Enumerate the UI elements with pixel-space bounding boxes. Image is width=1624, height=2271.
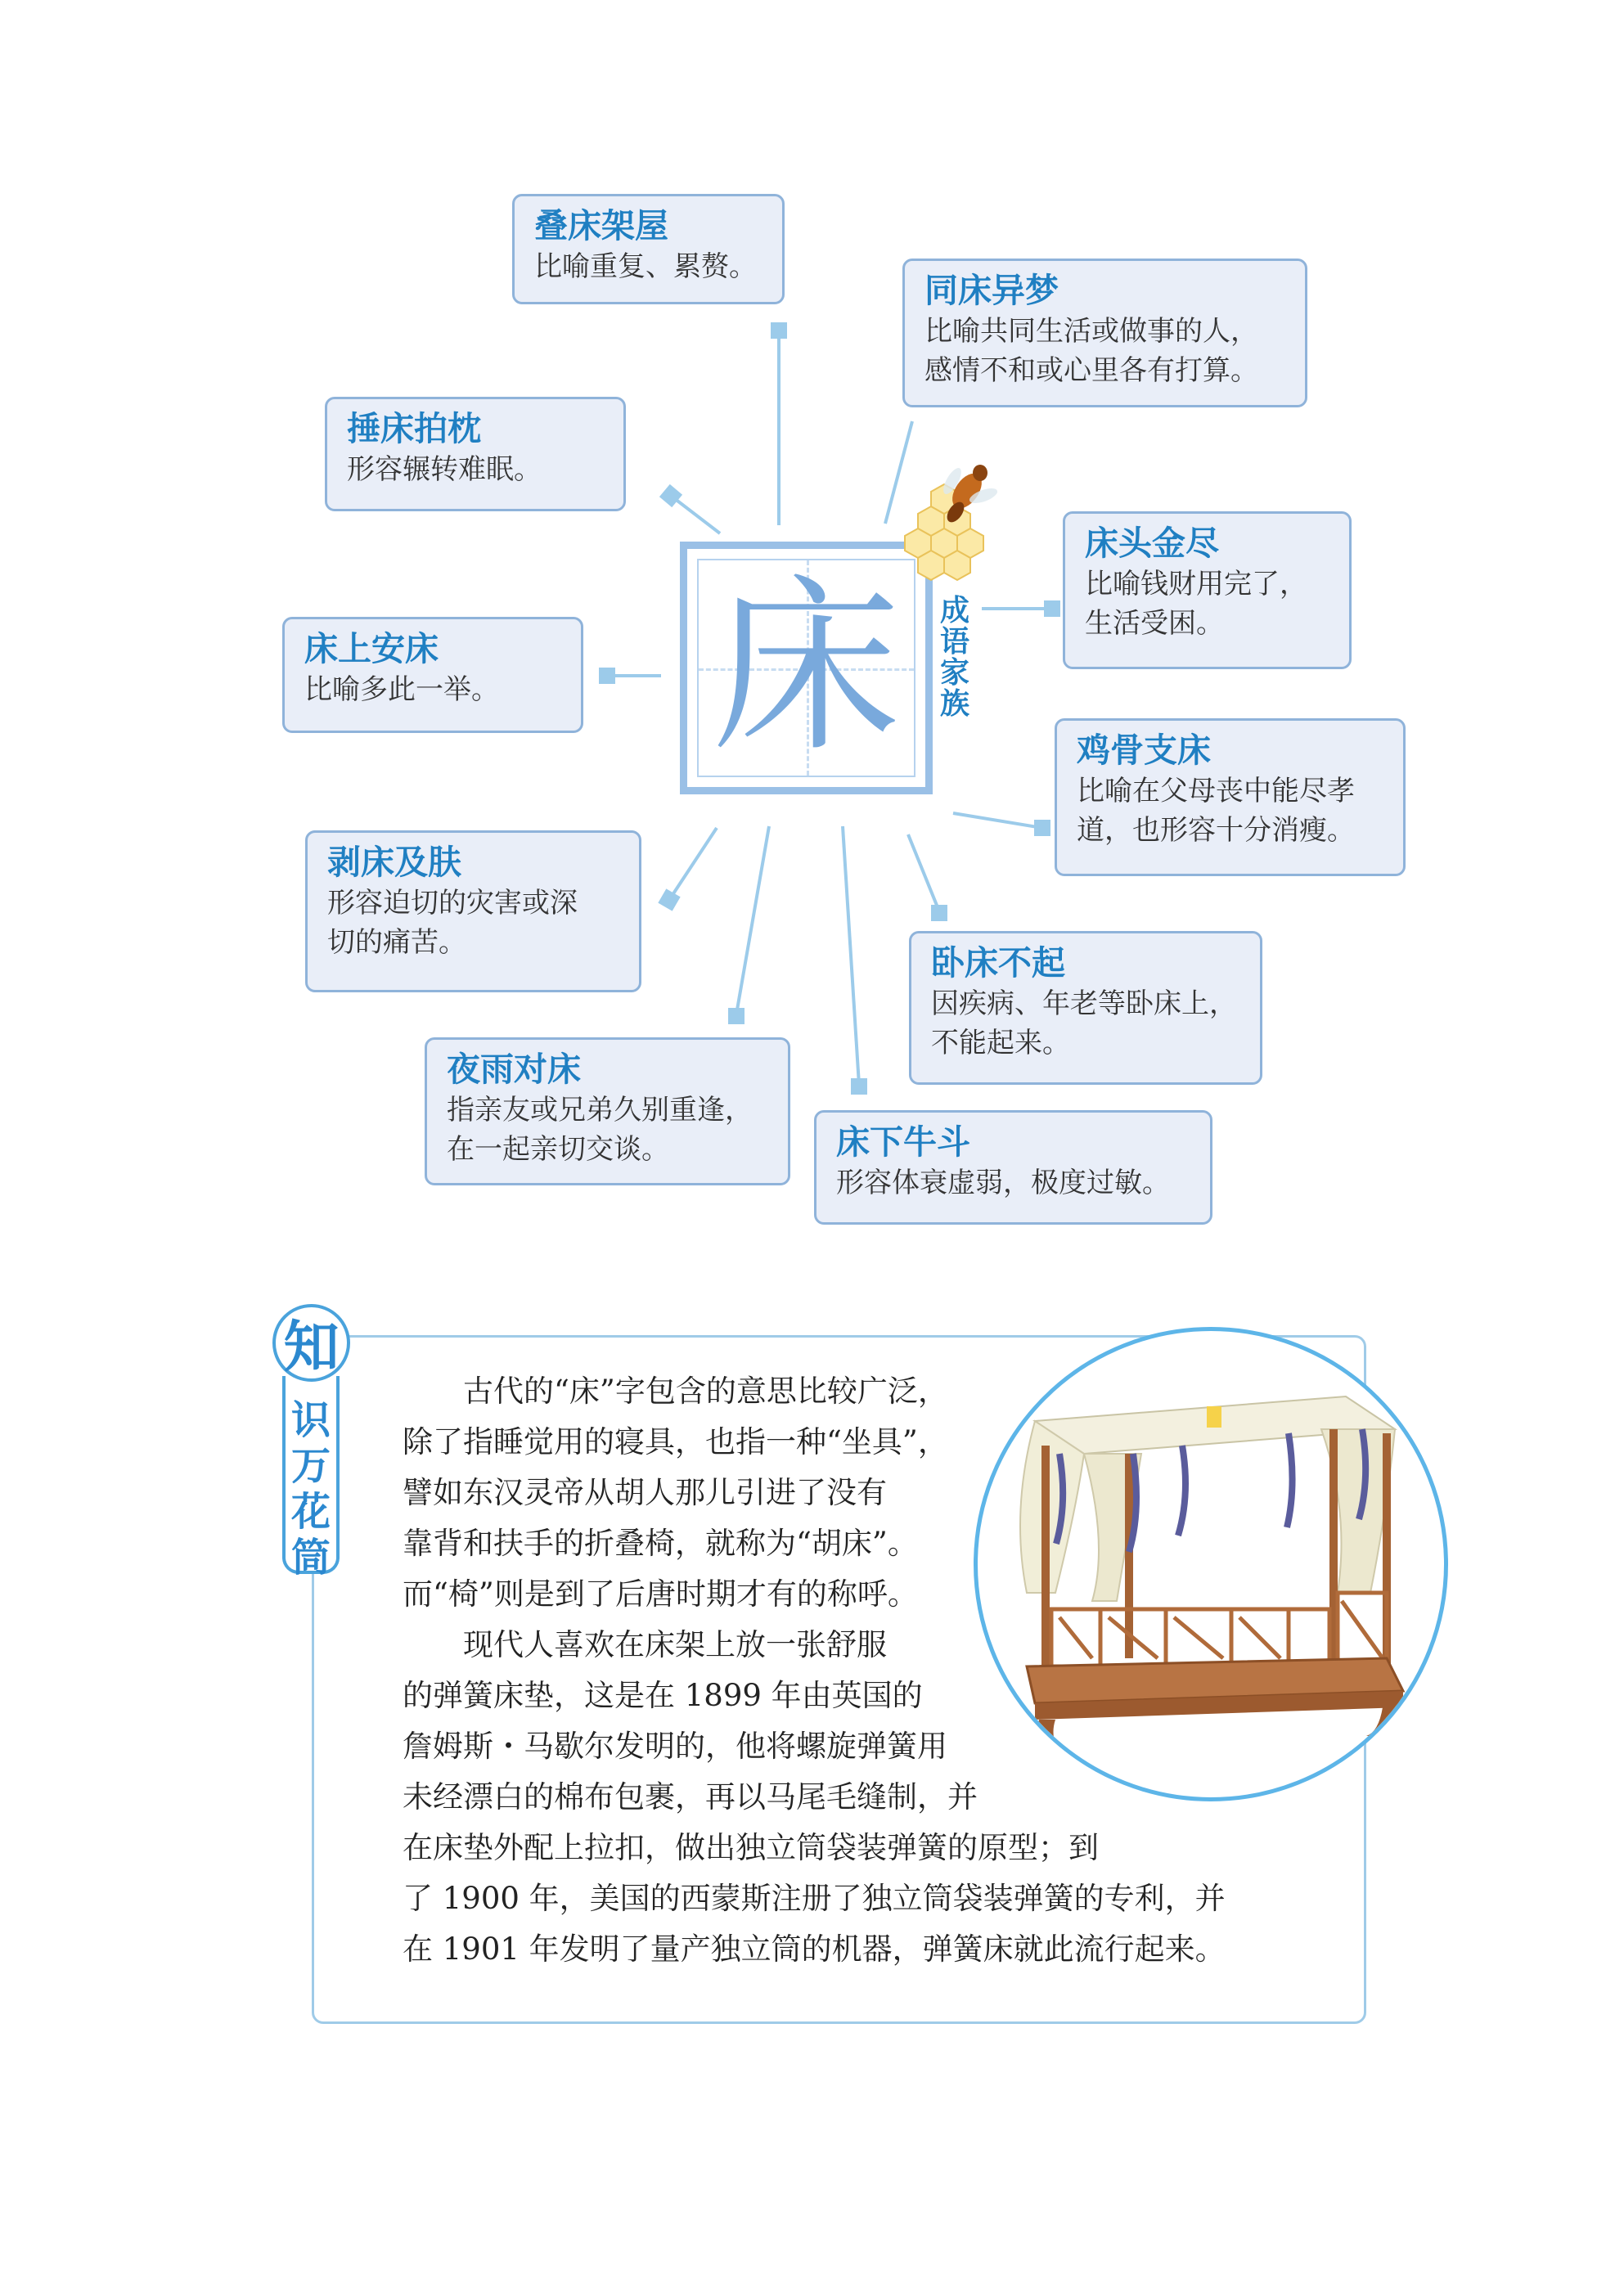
idiom-card-ji-gu-zhi-chuang (1055, 718, 1406, 876)
paragraph-line: 在 1901 年发明了量产独立筒的机器，弹簧床就此流行起来。 (403, 1931, 1226, 1967)
idiom-card-bo-chuang-ji-fu (305, 830, 641, 992)
idiom-desc: 比喻多此一举。 (304, 673, 499, 706)
paragraph-line: 靠背和扶手的折叠椅，就称为“胡床”。 (403, 1526, 918, 1561)
paragraph-line: 而“椅”则是到了后唐时期才有的称呼。 (403, 1576, 918, 1612)
idiom-title: 剥床及肤 (327, 843, 461, 882)
knowledge-badge: 知 (272, 1304, 350, 1382)
idiom-card-wo-chuang-bu-qi (909, 931, 1262, 1085)
idiom-desc: 比喻共同生活或做事的人， (924, 315, 1258, 348)
idiom-desc: 在一起亲切交谈。 (447, 1133, 669, 1166)
knowledge-section-label: 识 万 花 筒 (282, 1376, 340, 1574)
idiom-desc: 形容体衰虚弱，极度过敏。 (836, 1167, 1170, 1199)
paragraph-line: 的弹簧床垫，这是在 1899 年由英国的 (403, 1678, 923, 1713)
idiom-title: 叠床架屋 (534, 206, 668, 245)
idiom-desc: 不能起来。 (931, 1027, 1070, 1059)
center-character: 床 (712, 558, 901, 777)
paragraph-line: 除了指睡觉用的寝具，也指一种“坐具”， (403, 1424, 948, 1459)
idiom-card-chui-chuang-pai-zhen (325, 397, 626, 511)
idiom-desc: 比喻钱财用完了， (1085, 568, 1307, 600)
idiom-title: 卧床不起 (931, 943, 1065, 983)
idiom-desc: 因疾病、年老等卧床上， (931, 987, 1237, 1020)
paragraph-line: 了 1900 年，美国的西蒙斯注册了独立筒袋装弹簧的专利，并 (403, 1881, 1226, 1916)
idiom-family-label: 成 语 家 族 (933, 596, 977, 720)
idiom-title: 床头金尽 (1085, 524, 1219, 563)
idiom-desc: 切的痛苦。 (327, 926, 466, 959)
paragraph-line: 在床垫外配上拉扣，做出独立筒袋装弹簧的原型；到 (403, 1830, 1099, 1865)
idiom-card-die-chuang-jia-wu (512, 194, 785, 304)
paragraph-line: 现代人喜欢在床架上放一张舒服 (403, 1627, 887, 1662)
idiom-desc: 生活受困。 (1085, 607, 1224, 640)
idiom-title: 捶床拍枕 (347, 409, 481, 448)
idiom-title: 同床异梦 (924, 271, 1059, 310)
idiom-title: 床上安床 (304, 629, 439, 668)
idiom-desc: 感情不和或心里各有打算。 (924, 354, 1258, 387)
idiom-desc: 形容辗转难眠。 (347, 453, 542, 486)
idiom-card-ye-yu-dui-chuang (425, 1037, 790, 1185)
idiom-desc: 道，也形容十分消瘦。 (1077, 814, 1355, 847)
paragraph-line: 詹姆斯・马歇尔发明的，他将螺旋弹簧用 (403, 1729, 947, 1764)
paragraph-line: 古代的“床”字包含的意思比较广泛， (403, 1374, 948, 1409)
idiom-title: 鸡骨支床 (1077, 731, 1211, 770)
idiom-desc: 形容迫切的灾害或深 (327, 887, 578, 920)
idiom-title: 夜雨对床 (447, 1050, 581, 1089)
bee-honeycomb-icon (885, 448, 1008, 587)
idiom-card-chuang-tou-jin-jin (1063, 511, 1352, 669)
paragraph-line: 未经漂白的棉布包裹，再以马尾毛缝制，并 (403, 1779, 978, 1815)
idiom-card-chuang-xia-niu-dou (814, 1110, 1212, 1225)
canopy-bed-icon (978, 1331, 1444, 1797)
idiom-card-tong-chuang-yi-meng (902, 259, 1307, 407)
idiom-card-chuang-shang-an-chuang (282, 617, 583, 733)
paragraph-line: 譬如东汉灵帝从胡人那儿引进了没有 (403, 1475, 887, 1510)
idiom-desc: 指亲友或兄弟久别重逢， (447, 1094, 753, 1127)
idiom-title: 床下牛斗 (836, 1122, 970, 1162)
canopy-bed-illustration (974, 1327, 1448, 1801)
idiom-desc: 比喻重复、累赘。 (534, 250, 757, 283)
idiom-desc: 比喻在父母丧中能尽孝 (1077, 775, 1355, 807)
